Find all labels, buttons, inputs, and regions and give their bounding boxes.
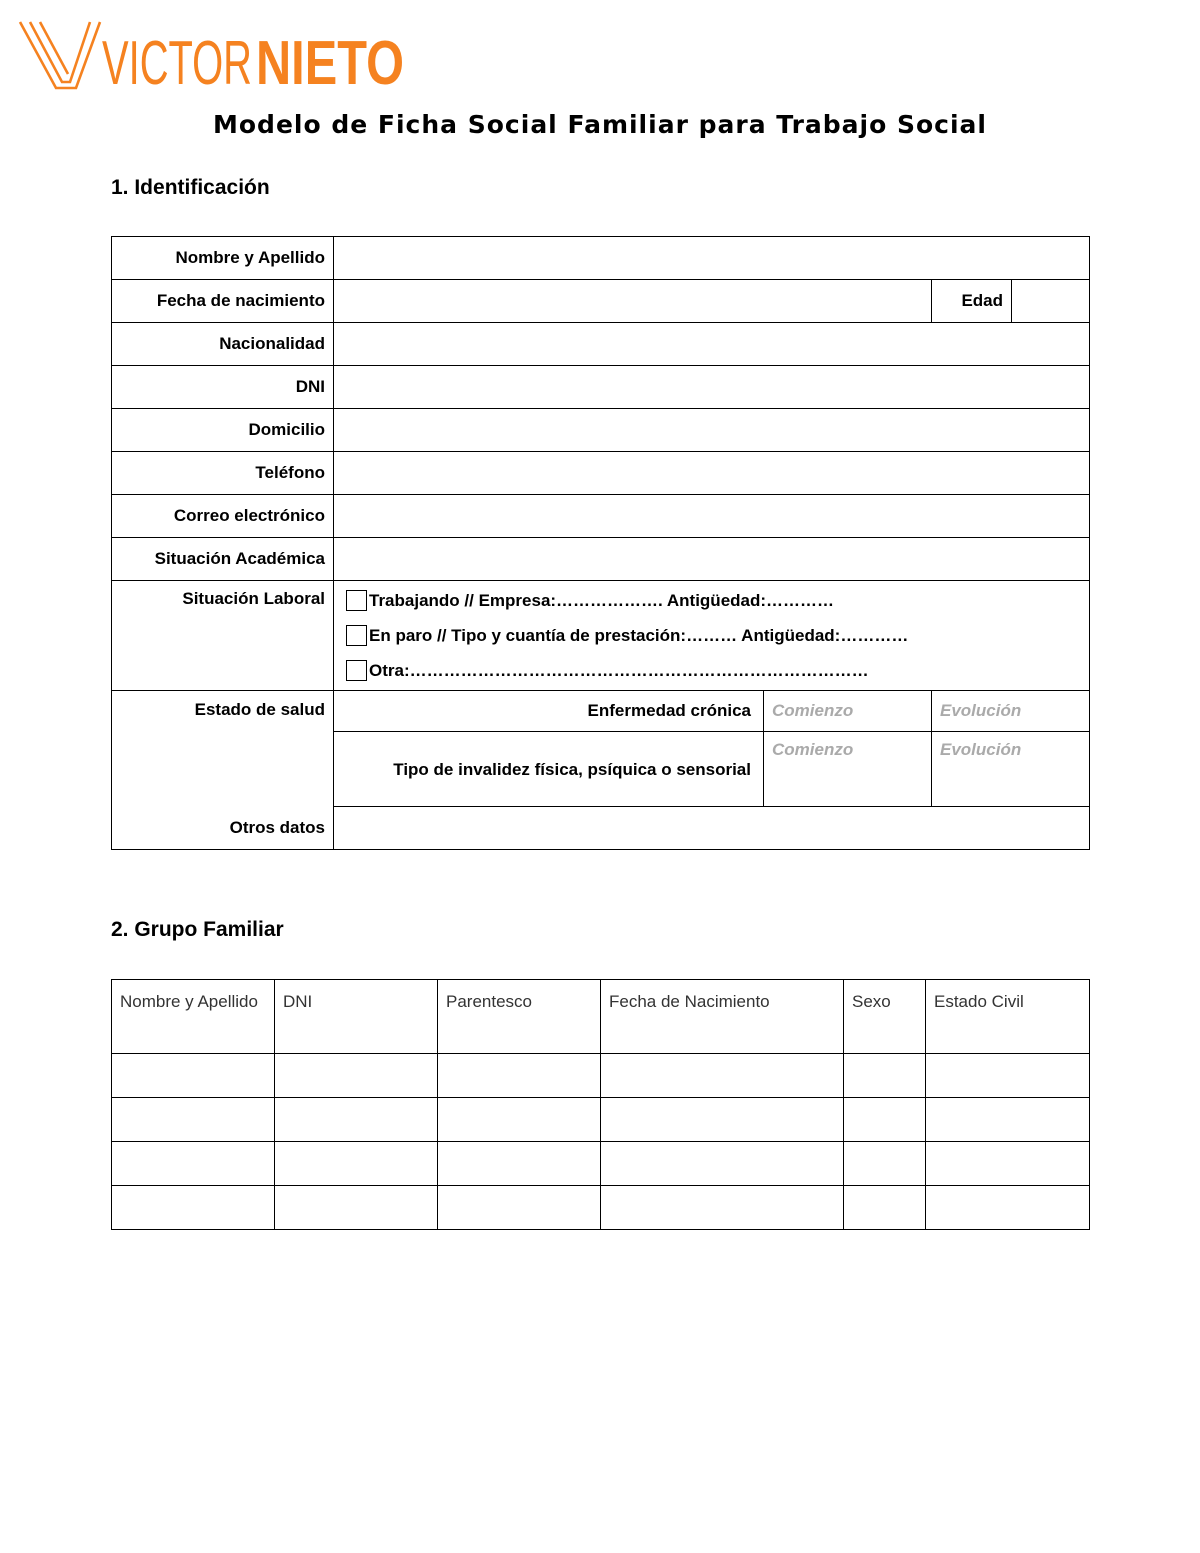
laboral-option-trabajando[interactable]: Trabajando // Empresa:………………. Antigüedad:………… [344,583,1081,618]
field-enfermedad-evolucion[interactable]: Evolución [932,691,1090,732]
label-nacionalidad: Nacionalidad [112,323,334,366]
field-correo[interactable] [334,495,1090,538]
label-dni: DNI [112,366,334,409]
table-row [112,1054,1090,1098]
table-cell[interactable] [926,1054,1090,1098]
table-cell[interactable] [844,1186,926,1230]
laboral-option-otra[interactable]: Otra:……………………………………………………………………… [344,653,1081,688]
checkbox-paro[interactable] [346,625,367,646]
family-table-header [112,980,1090,1054]
table-cell[interactable] [438,1054,601,1098]
field-situacion-academica[interactable] [334,538,1090,581]
table-row [112,1142,1090,1186]
field-dni[interactable] [334,366,1090,409]
label-estado-salud: Estado de salud [112,691,334,807]
family-table [111,979,1090,1230]
table-cell[interactable] [844,1098,926,1142]
table-cell[interactable] [438,1098,601,1142]
label-correo: Correo electrónico [112,495,334,538]
field-enfermedad-comienzo[interactable]: Comienzo [764,691,932,732]
label-nombre: Nombre y Apellido [112,237,334,280]
table-cell[interactable] [926,1186,1090,1230]
field-nombre[interactable] [334,237,1090,280]
checkbox-trabajando[interactable] [346,590,367,611]
section-heading-grupo-familiar: 2. Grupo Familiar [111,918,284,941]
logo-text-second: NIETO [256,29,404,94]
field-domicilio[interactable] [334,409,1090,452]
column-header-dni: DNI [275,980,438,1054]
field-telefono[interactable] [334,452,1090,495]
logo [18,16,408,94]
table-cell[interactable] [112,1098,275,1142]
checkbox-otra[interactable] [346,660,367,681]
label-tipo-invalidez: Tipo de invalidez física, psíquica o sensorial [334,732,764,807]
document-title: Modelo de Ficha Social Familiar para Trabajo Social [213,110,987,139]
label-edad: Edad [932,280,1012,323]
label-situacion-laboral: Situación Laboral [112,581,334,691]
section-heading-identificacion: 1. Identificación [111,176,270,199]
table-cell[interactable] [275,1142,438,1186]
column-header-estado-civil: Estado Civil [926,980,1090,1054]
table-cell[interactable] [601,1098,844,1142]
label-telefono: Teléfono [112,452,334,495]
field-fecha-nacimiento[interactable] [334,280,932,323]
table-cell[interactable] [601,1054,844,1098]
field-invalidez-evolucion[interactable]: Evolución [932,732,1090,807]
logo-text-first: VICTOR [102,29,252,94]
label-situacion-academica: Situación Académica [112,538,334,581]
column-header-parentesco: Parentesco [438,980,601,1054]
table-cell[interactable] [438,1142,601,1186]
table-row [112,1098,1090,1142]
table-cell[interactable] [275,1098,438,1142]
laboral-options [334,581,1090,691]
label-fecha-nacimiento: Fecha de nacimiento [112,280,334,323]
table-cell[interactable] [601,1142,844,1186]
column-header-nombre: Nombre y Apellido [112,980,275,1054]
identification-table [111,236,1090,850]
field-invalidez-comienzo[interactable]: Comienzo [764,732,932,807]
table-cell[interactable] [844,1054,926,1098]
field-edad[interactable] [1012,280,1090,323]
column-header-fecha-nacimiento: Fecha de Nacimiento [601,980,844,1054]
table-cell[interactable] [438,1186,601,1230]
column-header-sexo: Sexo [844,980,926,1054]
field-otros-datos[interactable] [334,807,1090,850]
table-cell[interactable] [926,1098,1090,1142]
table-row [112,1186,1090,1230]
field-nacionalidad[interactable] [334,323,1090,366]
table-cell[interactable] [112,1186,275,1230]
table-cell[interactable] [275,1054,438,1098]
laboral-option-paro[interactable]: En paro // Tipo y cuantía de prestación:……… Antigüedad:………… [344,618,1081,653]
label-enfermedad-cronica: Enfermedad crónica [334,691,764,732]
table-cell[interactable] [844,1142,926,1186]
table-cell[interactable] [112,1142,275,1186]
table-cell[interactable] [112,1054,275,1098]
table-cell[interactable] [601,1186,844,1230]
label-domicilio: Domicilio [112,409,334,452]
label-otros-datos: Otros datos [112,807,334,850]
table-cell[interactable] [275,1186,438,1230]
table-cell[interactable] [926,1142,1090,1186]
